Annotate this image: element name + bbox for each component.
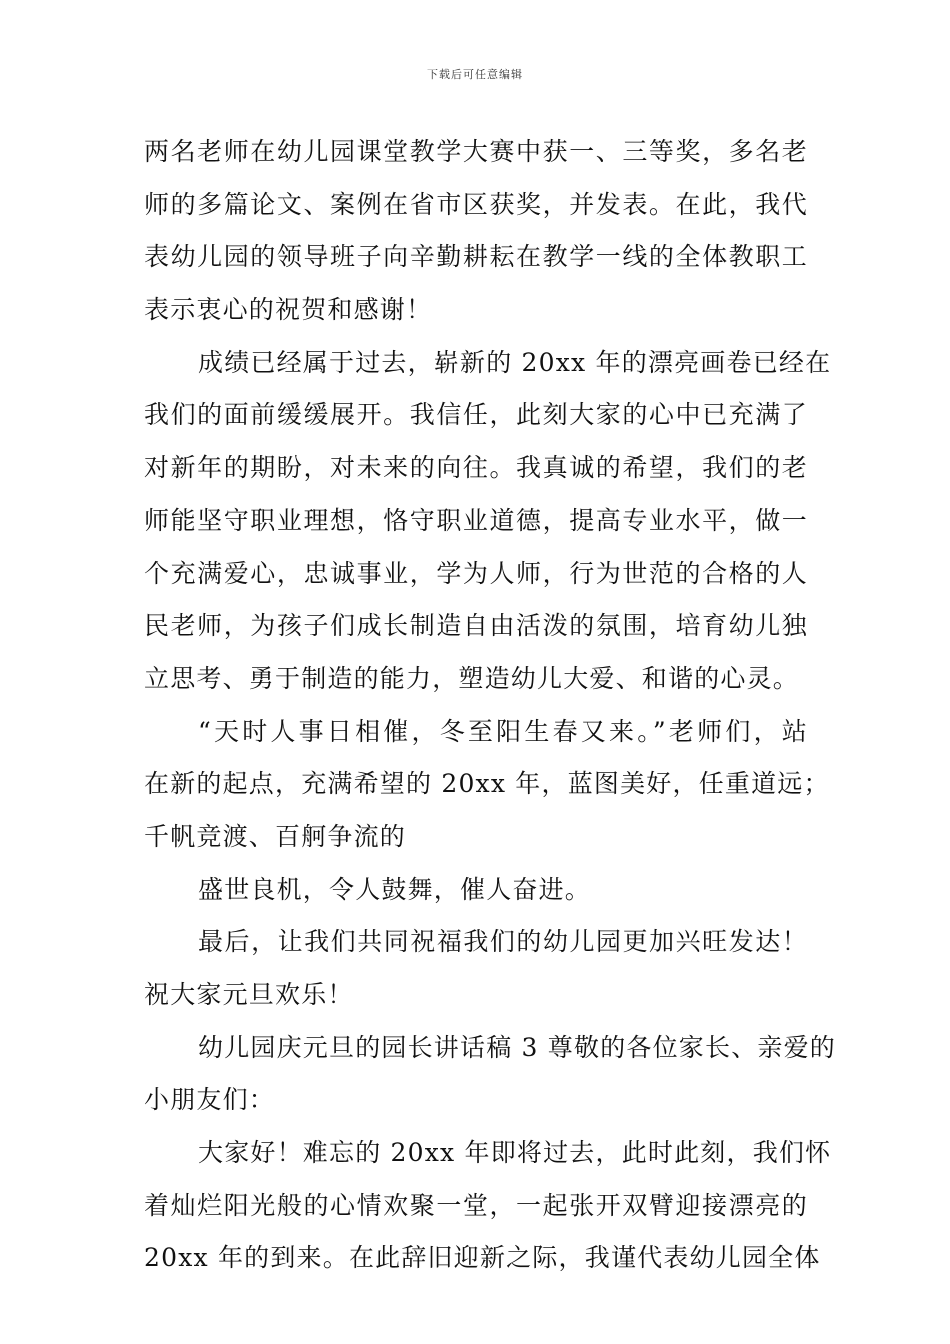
text-line: 成绩已经属于过去，崭新的 20xx 年的漂亮画卷已经在 — [198, 347, 832, 377]
text-line: 表示衷心的祝贺和感谢！ — [144, 295, 433, 325]
text-line: 最后，让我们共同祝福我们的幼儿园更加兴旺发达！ — [198, 927, 808, 957]
text-line: 对新年的期盼，对未来的向往。我真诚的希望，我们的老 — [144, 453, 808, 483]
text-line: 表幼儿园的领导班子向辛勤耕耘在教学一线的全体教职工 — [144, 242, 808, 272]
page-header: 下载后可任意编辑 — [427, 68, 523, 81]
text-line: 着灿烂阳光般的心情欢聚一堂，一起张开双臂迎接漂亮的 — [144, 1190, 808, 1220]
text-line: 立思考、勇于制造的能力，塑造幼儿大爱、和谐的心灵。 — [144, 663, 800, 693]
text-line: “天时人事日相催，冬至阳生春又来。”老师们，站 — [198, 716, 808, 746]
text-line: 在新的起点，充满希望的 20xx 年，蓝图美好，任重道远； — [144, 769, 830, 799]
text-line: 师能坚守职业理想，恪守职业道德，提高专业水平，做一 — [144, 505, 808, 535]
text-line: 祝大家元旦欢乐！ — [144, 980, 354, 1009]
text-line: 师的多篇论文、案例在省市区获奖，并发表。在此，我代 — [144, 189, 808, 219]
text-line: 两名老师在幼儿园课堂教学大赛中获一、三等奖，多名老 — [144, 137, 808, 166]
text-line: 我们的面前缓缓展开。我信任，此刻大家的心中已充满了 — [144, 400, 808, 430]
text-line: 千帆竞渡、百舸争流的 — [144, 821, 407, 851]
text-line: 个充满爱心，忠诚事业，学为人师，行为世范的合格的人 — [144, 558, 808, 588]
text-line: 民老师，为孩子们成长制造自由活泼的氛围，培育幼儿独 — [144, 611, 808, 641]
text-line: 幼儿园庆元旦的园长讲话稿 3 尊敬的各位家长、亲爱的 — [198, 1032, 837, 1062]
text-line: 盛世良机，令人鼓舞，催人奋进。 — [198, 874, 592, 904]
text-line: 20xx 年的到来。在此辞旧迎新之际，我谨代表幼儿园全体 — [144, 1243, 821, 1273]
text-line: 小朋友们： — [144, 1085, 276, 1115]
document-body — [144, 126, 837, 1285]
text-line: 大家好！难忘的 20xx 年即将过去，此时此刻，我们怀 — [198, 1138, 832, 1168]
